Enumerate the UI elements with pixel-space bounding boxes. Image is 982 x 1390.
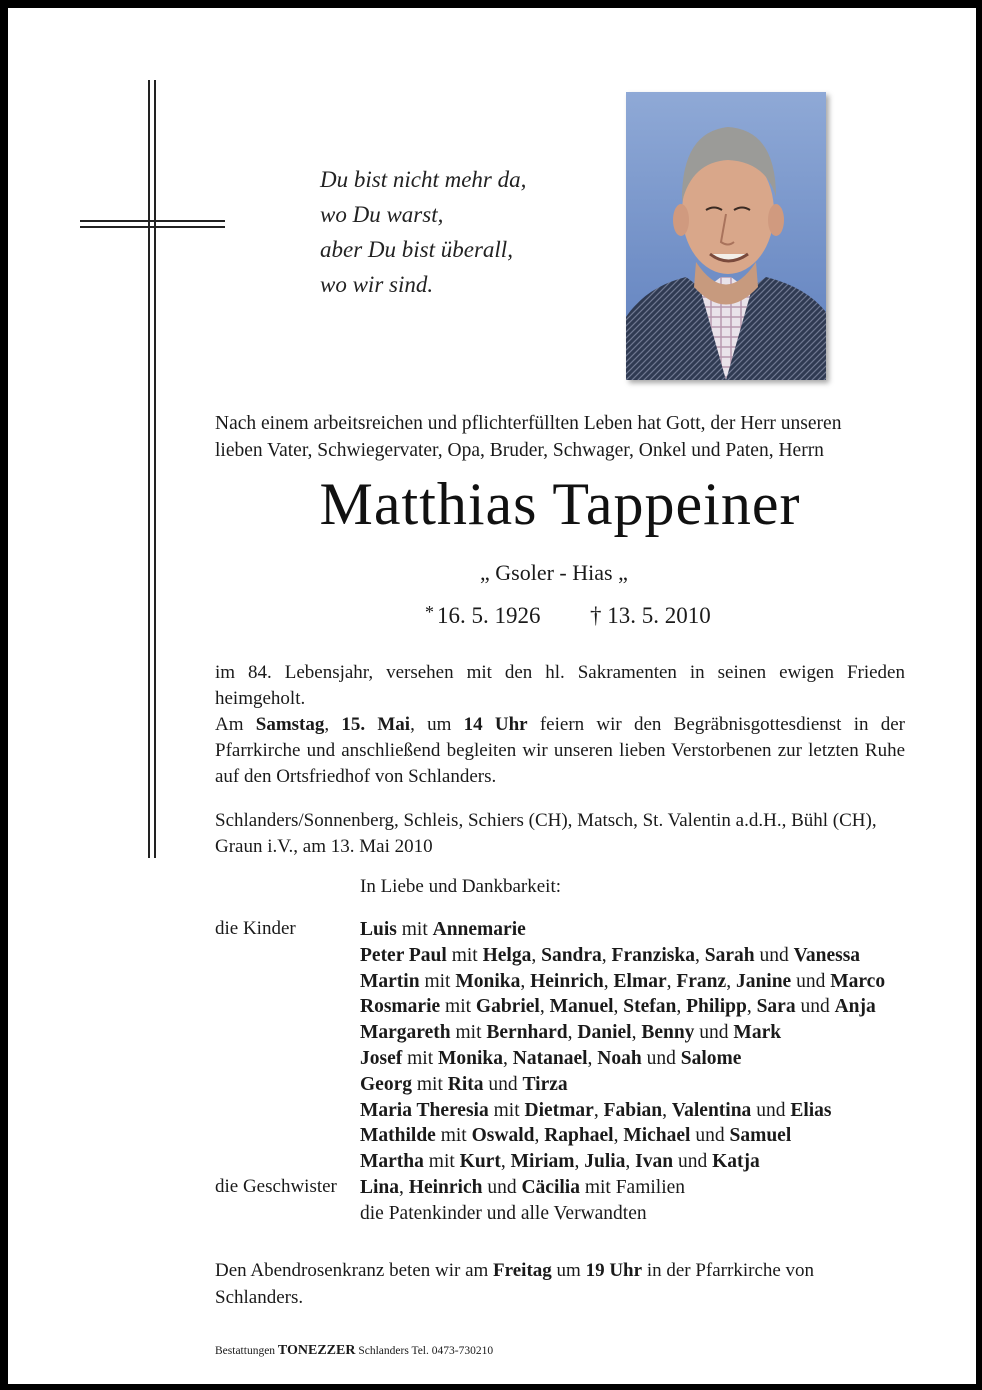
family-member-name: Julia xyxy=(584,1151,626,1173)
family-member-name: Stefan xyxy=(623,996,677,1018)
family-line xyxy=(360,1201,885,1227)
family-connector: und xyxy=(791,970,831,992)
family-connector: mit xyxy=(446,944,483,966)
family-member-name: Monika xyxy=(455,970,521,992)
family-connector: mit xyxy=(402,1047,439,1069)
family-member-name: Rita xyxy=(447,1073,484,1095)
life-dates xyxy=(425,602,711,629)
family-member-name: Ivan xyxy=(635,1151,674,1173)
family-connector: , xyxy=(534,1125,545,1147)
family-connector: mit xyxy=(419,970,456,992)
funeral-time: 14 Uhr xyxy=(463,714,528,735)
family-connector: , xyxy=(726,970,736,992)
family-connector: , xyxy=(399,1176,409,1198)
family-member-name: Georg xyxy=(360,1073,412,1095)
family-member-name: Luis xyxy=(360,919,397,940)
family-line xyxy=(360,1123,885,1149)
family-connector: mit xyxy=(411,1073,448,1095)
poem-line: aber Du bist überall, xyxy=(320,237,513,262)
family-member-name: Margareth xyxy=(360,1022,451,1044)
family-connector: , xyxy=(601,944,612,966)
family-member-name: Franziska xyxy=(611,944,695,966)
family-member-name: Bernhard xyxy=(486,1022,568,1044)
family-member-name: Annemarie xyxy=(432,919,526,940)
family-line xyxy=(360,1149,885,1175)
nickname: „ Gsoler - Hias „ xyxy=(480,560,628,585)
family-connector: mit xyxy=(435,1125,472,1147)
family-member-name: Daniel xyxy=(577,1022,632,1044)
family-connector: , xyxy=(520,970,531,992)
funeral-date: 15. Mai xyxy=(341,714,411,735)
thanks-line: In Liebe und Dankbarkeit: xyxy=(360,876,562,897)
family-connector: und xyxy=(641,1047,681,1069)
rosary-time: 19 Uhr xyxy=(585,1260,643,1281)
family-member-name: Helga xyxy=(482,944,532,966)
family-member-name: Franz xyxy=(676,970,727,992)
family-member-name: Mathilde xyxy=(360,1125,436,1147)
family-connector: , xyxy=(746,996,757,1018)
cross-symbol: † xyxy=(590,603,602,628)
family-member-name: Natanael xyxy=(512,1047,588,1069)
family-member-name: Heinrich xyxy=(530,970,604,992)
family-connector: , xyxy=(539,996,550,1018)
family-connector: , xyxy=(613,996,624,1018)
announcement-text xyxy=(215,660,905,790)
family-connector: und xyxy=(754,944,794,966)
family-member-name: Sarah xyxy=(704,944,755,966)
family-connector: und xyxy=(694,1022,734,1044)
funeral-day: Samstag xyxy=(255,714,325,735)
family-connector: die Patenkinder und alle Verwandten xyxy=(360,1202,647,1224)
places-date xyxy=(215,808,877,860)
family-member-name: Dietmar xyxy=(524,1099,594,1121)
intro-line: Nach einem arbeitsreichen und pflichterfüllten Leben hat Gott, der Herr unseren xyxy=(215,413,842,434)
family-line xyxy=(360,994,885,1020)
family-member-name: Peter Paul xyxy=(360,944,447,966)
undertaker-footer: Bestattungen TONEZZER Schlanders Tel. 0473-730210 xyxy=(215,1343,494,1358)
family-connector: mit xyxy=(423,1151,460,1173)
birth-symbol: * xyxy=(425,602,434,622)
family-member-name: Sandra xyxy=(541,944,602,966)
family-line xyxy=(360,1175,885,1201)
family-connector: , xyxy=(631,1022,642,1044)
family-connector: , xyxy=(574,1151,585,1173)
family-connector: , xyxy=(625,1151,636,1173)
family-member-name: Noah xyxy=(597,1047,642,1069)
family-connector: , xyxy=(666,970,677,992)
family-member-name: Benny xyxy=(641,1022,695,1044)
family-connector: , xyxy=(531,944,542,966)
family-member-name: Gabriel xyxy=(475,996,540,1018)
family-connector: mit xyxy=(396,919,433,940)
birth-date: 16. 5. 1926 xyxy=(437,603,541,628)
family-connector: , xyxy=(500,1151,511,1173)
family-connector: , xyxy=(694,944,705,966)
family-connector: mit xyxy=(488,1099,525,1121)
family-member-name: Manuel xyxy=(549,996,614,1018)
family-connector: , xyxy=(587,1047,598,1069)
poem-line: wo Du warst, xyxy=(320,202,444,227)
family-line xyxy=(360,943,885,969)
family-line xyxy=(360,1072,885,1098)
intro-line: lieben Vater, Schwiegervater, Opa, Bruder, Schwager, Onkel und Paten, Herrn xyxy=(215,440,824,461)
family-connector: , xyxy=(503,1047,513,1069)
family-member-name: Michael xyxy=(623,1125,691,1147)
family-member-name: Mark xyxy=(733,1022,782,1044)
undertaker-name: TONEZZER xyxy=(277,1343,356,1358)
family-connector: mit Familien xyxy=(579,1176,686,1198)
family-member-name: Fabian xyxy=(603,1099,663,1121)
family-connector: mit xyxy=(450,1022,487,1044)
family-member-name: Tirza xyxy=(522,1073,568,1095)
family-member-name: Raphael xyxy=(544,1125,614,1147)
family-member-name: Maria Theresia xyxy=(360,1099,489,1121)
family-member-name: Miriam xyxy=(510,1151,575,1173)
family-connector: , xyxy=(593,1099,604,1121)
family-member-name: Cäcilia xyxy=(521,1176,580,1198)
family-connector: mit xyxy=(440,996,476,1018)
family-connector: , xyxy=(567,1022,578,1044)
family-connector: und xyxy=(690,1125,730,1147)
family-member-name: Janine xyxy=(735,970,792,992)
family-member-name: Salome xyxy=(680,1047,742,1069)
family-member-name: Valentina xyxy=(671,1099,752,1121)
family-connector: , xyxy=(613,1125,624,1147)
family-member-name: Sara xyxy=(756,996,796,1018)
death-date: 13. 5. 2010 xyxy=(607,603,711,628)
places-line: Graun i.V., am 13. Mai 2010 xyxy=(215,836,433,857)
family-member-name: Anja xyxy=(834,996,876,1018)
family-connector: , xyxy=(676,996,687,1018)
family-connector: und xyxy=(483,1073,523,1095)
family-line xyxy=(360,1046,885,1072)
poem-line: wo wir sind. xyxy=(320,272,434,297)
family-list xyxy=(360,917,885,1227)
label-siblings: die Geschwister xyxy=(215,1176,337,1197)
family-member-name: Martha xyxy=(360,1151,424,1173)
family-member-name: Oswald xyxy=(471,1125,535,1147)
announcement-paragraph: im 84. Lebensjahr, versehen mit den hl. Sakramenten in seinen ewigen Frieden heimgeholt. xyxy=(215,662,905,709)
deceased-name: Matthias Tappeiner xyxy=(319,471,801,537)
family-line xyxy=(360,1020,885,1046)
family-connector: , xyxy=(603,970,614,992)
family-member-name: Philipp xyxy=(686,996,747,1018)
intro-text xyxy=(215,410,841,464)
family-member-name: Heinrich xyxy=(408,1176,483,1198)
family-connector: und xyxy=(482,1176,522,1198)
poem-line: Du bist nicht mehr da, xyxy=(320,167,527,192)
family-member-name: Samuel xyxy=(729,1125,792,1147)
family-connector: und xyxy=(673,1151,713,1173)
family-connector: und xyxy=(751,1099,791,1121)
family-member-name: Katja xyxy=(712,1151,760,1173)
family-member-name: Vanessa xyxy=(793,944,861,966)
family-member-name: Elias xyxy=(790,1099,832,1121)
family-line xyxy=(360,1098,885,1124)
family-member-name: Elmar xyxy=(613,970,667,992)
family-member-name: Martin xyxy=(360,970,420,992)
label-children: die Kinder xyxy=(215,918,296,939)
family-connector: und xyxy=(795,996,835,1018)
family-member-name: Josef xyxy=(360,1047,403,1069)
family-connector: , xyxy=(662,1099,672,1121)
family-line xyxy=(360,917,885,943)
funeral-paragraph: Am Samstag, 15. Mai, um 14 Uhr feiern wir den Begräbnisgottesdienst in der Pfarrkirche und anschließend begleiten wir unseren lieben Verstorbenen zur letzten Ruhe auf den Ortsfriedhof von Schlanders. xyxy=(215,714,905,787)
family-member-name: Rosmarie xyxy=(360,996,441,1018)
family-line xyxy=(360,969,885,995)
family-member-name: Kurt xyxy=(459,1151,501,1173)
rosary-note: Den Abendrosenkranz beten wir am Freitag um 19 Uhr in der Pfarrkirche von Schlanders. xyxy=(215,1260,815,1308)
places-line: Schlanders/Sonnenberg, Schleis, Schiers (CH), Matsch, St. Valentin a.d.H., Bühl (CH), xyxy=(215,810,877,831)
portrait-photo xyxy=(626,92,826,380)
family-member-name: Lina xyxy=(360,1176,400,1198)
family-member-name: Monika xyxy=(438,1047,504,1069)
poem xyxy=(320,162,526,302)
rosary-day: Freitag xyxy=(493,1260,552,1281)
family-member-name: Marco xyxy=(830,970,886,992)
